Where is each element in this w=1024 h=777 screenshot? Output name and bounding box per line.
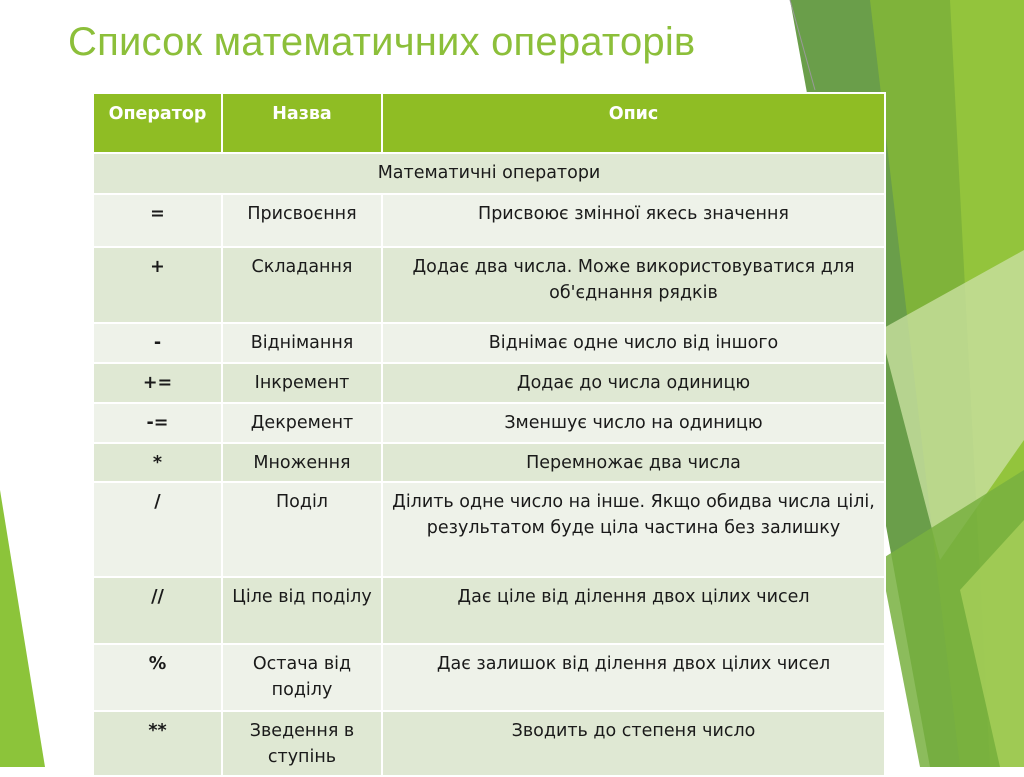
table-row <box>93 194 885 247</box>
name-cell: Присвоєння <box>222 194 382 247</box>
header-name: Назва <box>222 93 382 153</box>
header-operator: Оператор <box>93 93 222 153</box>
operators-table <box>92 92 886 777</box>
name-cell: Віднімання <box>222 323 382 363</box>
description-cell: Перемножає два числа <box>382 443 885 482</box>
operator-cell: = <box>93 194 222 247</box>
table-row <box>93 577 885 644</box>
table-row <box>93 482 885 577</box>
name-cell: Зведення в ступінь <box>222 711 382 776</box>
operator-cell: ** <box>93 711 222 776</box>
description-cell: Зводить до степеня число <box>382 711 885 776</box>
table-row <box>93 363 885 403</box>
description-cell: Додає до числа одиницю <box>382 363 885 403</box>
table-row <box>93 711 885 776</box>
name-cell: Остача від поділу <box>222 644 382 711</box>
slide-title: Список математичних операторів <box>68 20 696 64</box>
description-cell: Зменшує число на одиницю <box>382 403 885 443</box>
table-row <box>93 403 885 443</box>
description-cell: Присвоює змінної якесь значення <box>382 194 885 247</box>
name-cell: Інкремент <box>222 363 382 403</box>
name-cell: Складання <box>222 247 382 323</box>
description-cell: Віднімає одне число від іншого <box>382 323 885 363</box>
name-cell: Ціле від поділу <box>222 577 382 644</box>
description-cell: Дає залишок від ділення двох цілих чисел <box>382 644 885 711</box>
operator-cell: / <box>93 482 222 577</box>
table-row <box>93 247 885 323</box>
operator-cell: // <box>93 577 222 644</box>
section-title: Математичні оператори <box>93 153 885 194</box>
operator-cell: % <box>93 644 222 711</box>
section-row <box>93 153 885 194</box>
operator-cell: += <box>93 363 222 403</box>
name-cell: Множення <box>222 443 382 482</box>
operator-cell: * <box>93 443 222 482</box>
operator-cell: - <box>93 323 222 363</box>
table-row <box>93 644 885 711</box>
description-cell: Дає ціле від ділення двох цілих чисел <box>382 577 885 644</box>
table-row <box>93 443 885 482</box>
description-cell: Ділить одне число на інше. Якщо обидва числа цілі, результатом буде ціла частина без залишку <box>382 482 885 577</box>
name-cell: Декремент <box>222 403 382 443</box>
table-header-row <box>93 93 885 153</box>
header-description: Опис <box>382 93 885 153</box>
operator-cell: -= <box>93 403 222 443</box>
name-cell: Поділ <box>222 482 382 577</box>
operator-cell: + <box>93 247 222 323</box>
table-row <box>93 323 885 363</box>
description-cell: Додає два числа. Може використовуватися для об'єднання рядків <box>382 247 885 323</box>
